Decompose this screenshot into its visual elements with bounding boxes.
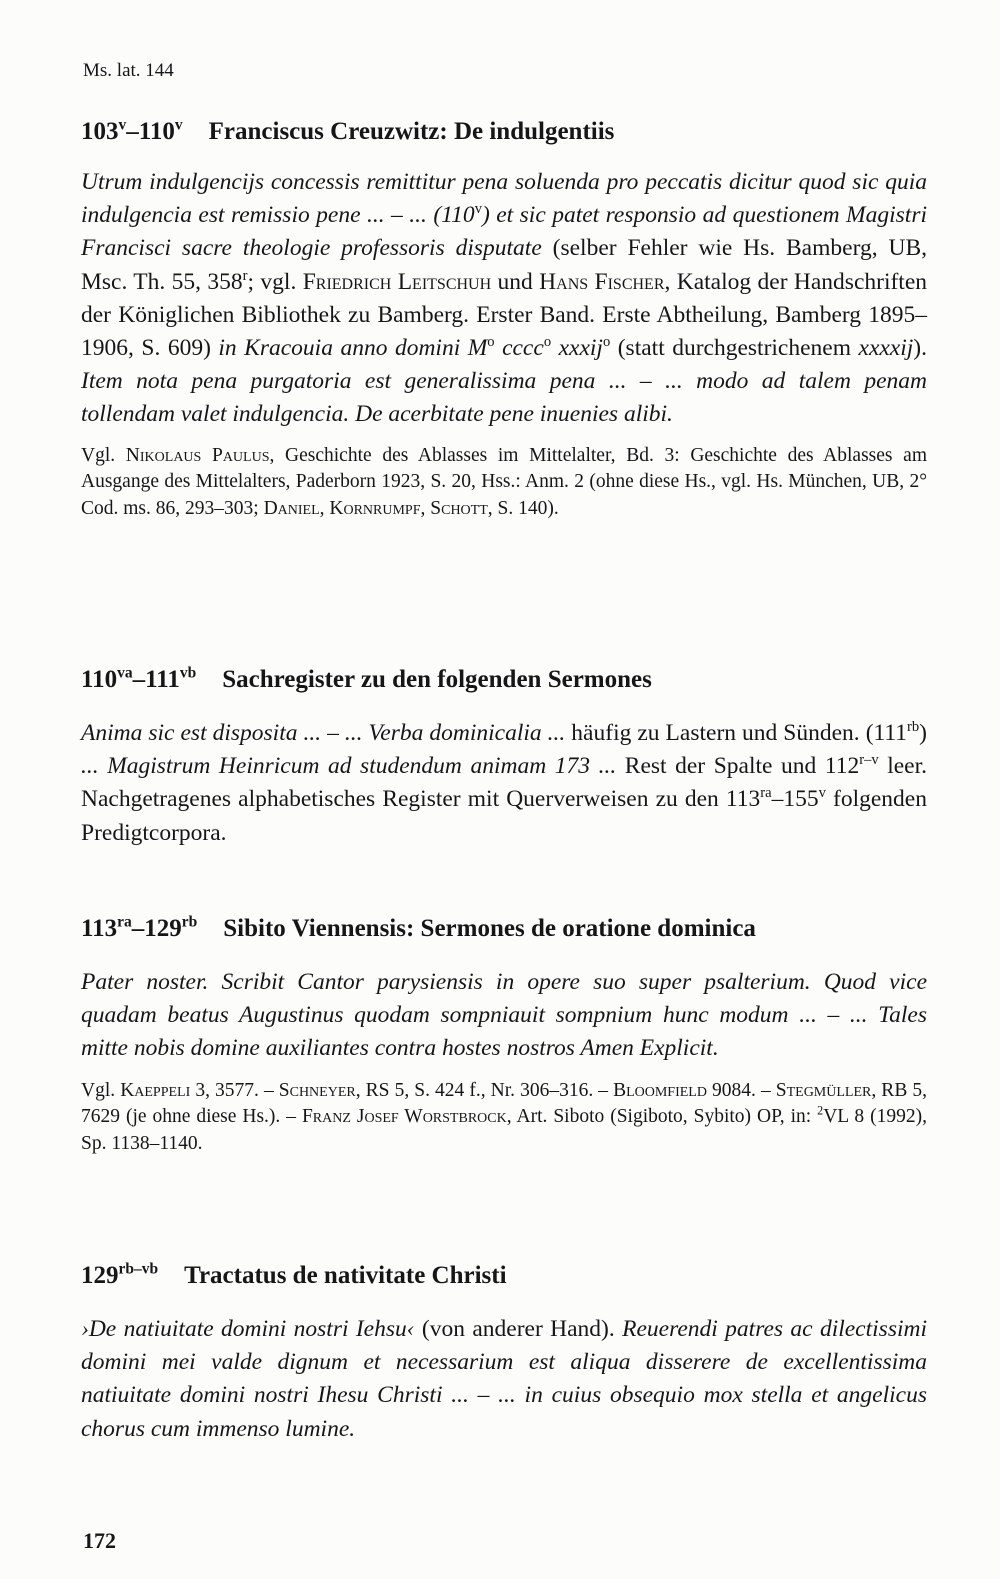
folio-range: $113^{ra}-129^{rb}$ [81,913,198,942]
text-run: Utrum indulgencijs concessis remittitur pena soluenda pro peccatis dicitur quod sic quia indulgencia est remissio pene ... – ... [81,169,927,229]
text-run: , RB 5, 7629 (je ohne diese Hs.). – [81,1079,928,1128]
text-run: Franz Josef Worstbrock [301,1106,507,1128]
text-run: häufig zu Lastern und Sünden. (111 [565,720,908,746]
text-run: , [319,497,330,519]
text-run: Item nota pena purgatoria est generalissima pena ... – ... modo ad talem penam tollendam valet indulgencia. De acerbitate pene inuenies alibi. [81,368,927,428]
text-run: Nikolaus Paulus [125,444,270,466]
text-run: Bloomfield [613,1079,707,1101]
entry-heading [81,117,927,147]
text-run: , [420,497,431,519]
text-run: ). [913,335,927,362]
text-run: Kornrumpf [329,497,421,519]
text-run: Vgl. [81,444,126,466]
entry-heading [81,665,927,695]
text-run: Kaeppeli [120,1079,191,1101]
entry-description [81,717,927,850]
catalog-entry [81,665,927,850]
entry-heading [81,914,927,944]
running-head: Ms. lat. 144 [83,60,174,81]
entry-description [81,966,927,1066]
text-run: in Kracouia anno domini M [218,335,488,362]
text-run: Schneyer [278,1079,356,1101]
text-run: ; vgl. [247,268,303,295]
text-run: Hans Fischer [539,268,665,295]
text-run: , S. 140). [487,497,559,519]
text-run: folgenden Predigtcorpora. [81,786,927,846]
entry-title: Tractatus de nativitate Christi [184,1262,507,1289]
entry-title: Sibito Viennensis: Sermones de oratione dominica [223,915,756,942]
page-number: 172 [83,1528,116,1553]
folio-range: 103$^v$–110$^v$ [81,116,183,145]
text-run: xxxxij [858,335,914,362]
text-run: , RS 5, S. 424 f., Nr. 306–316. – [355,1079,614,1101]
text-run: v [818,785,826,802]
text-run: 3, 3577. – [190,1079,279,1101]
text-run: Reuerendi patres ac dilectissimi domini mei valde dignum et necessarium est aliqua disserere de excellentissima natiuitate domini nostri Ihesu Christi ... – ... in cuius obsequio mox stella et angelicus chorus cum immenso lumine. [81,1316,927,1442]
catalog-entry [81,914,927,1157]
entry-description [81,1313,927,1446]
text-run: ra [760,785,772,802]
text-run: (110 [433,202,475,229]
text-run: Stegmüller [775,1079,872,1101]
entry-description [81,166,927,432]
text-run: ›De natiuitate domini nostri Iehsu‹ [81,1316,415,1342]
text-run: ) [919,720,927,746]
text-run: 2 [817,1103,824,1118]
text-run: Friedrich Leitschuh [302,268,492,295]
text-run: ... Magistrum Heinricum ad studendum animam 173 ... [81,753,617,780]
text-run: , Art. Siboto (Sigiboto, Sybito) OP, in: [506,1106,818,1128]
text-run: rb [907,718,920,735]
text-run: o [487,333,495,350]
text-run: , Katalog der Handschriften der Königlichen Bibliothek zu Bamberg. Erster Band. Erste Abtheilung, Bamberg 1895–1906, S. 609) [81,268,928,362]
text-run: ) et sic patet responsio ad questionem Magistri Francisci sacre theologie professoris disputate [81,202,928,262]
text-run: –155 [771,786,819,813]
text-run: und [491,268,540,295]
text-run: , Geschichte des Ablasses im Mittelalter, Bd. 3: Geschichte des Ablasses am Ausgange des Mittelalters, Paderborn 1923, S. 20, Hss.: Anm. 2 (ohne diese Hs., vgl. Hs. München, UB, 2° Cod. ms. 86, 293–303; [81,444,927,519]
text-run: Rest der Spalte und 112 [616,753,860,780]
bibliography-note [81,443,927,523]
entry-heading [81,1261,927,1291]
folio-range: $110^{va}-111^{vb}$ [81,664,197,693]
text-run: Vgl. [81,1079,121,1101]
text-run: o [602,333,611,350]
text-run: v [474,201,482,218]
text-run: Schott [430,497,488,519]
text-run: (statt durchgestrichenem [610,335,859,362]
text-run: o [543,333,552,350]
bibliography-note [81,1078,927,1158]
text-run: (von anderer Hand). [414,1316,623,1342]
entry-title: Sachregister zu den folgenden Sermones [222,666,652,693]
text-run: Pater noster. Scribit Cantor parysiensis in opere suo super psalterium. Quod vice quadam beatus Augustinus quodam sompniauit sompnium hunc modum ... – ... Tales mitte nobis domine auxiliantes contra hostes nostros Amen Explicit. [81,969,927,1062]
text-run: xxxij [551,335,603,362]
catalog-entry [81,117,927,522]
text-run: (selber Fehler wie Hs. Bamberg, UB, Msc. Th. 55, 358 [81,235,927,295]
text-run: Anima sic est disposita ... – ... Verba dominicalia ... [81,720,566,746]
text-run: leer. Nachgetragenes alphabetisches Register mit Querverweisen zu den 113 [81,753,928,813]
text-run: Daniel [263,497,320,519]
text-run: cccc [494,335,544,362]
catalog-entry [81,1261,927,1446]
text-run: r [242,267,248,284]
text-run: r–v [859,752,879,769]
entry-title: Franciscus Creuzwitz: De indulgentiis [208,118,615,145]
text-run: 9084. – [706,1079,776,1101]
text-run: VL 8 (1992), Sp. 1138–1140. [81,1106,928,1154]
folio-range: $129^{rb-vb}$ [81,1260,159,1289]
